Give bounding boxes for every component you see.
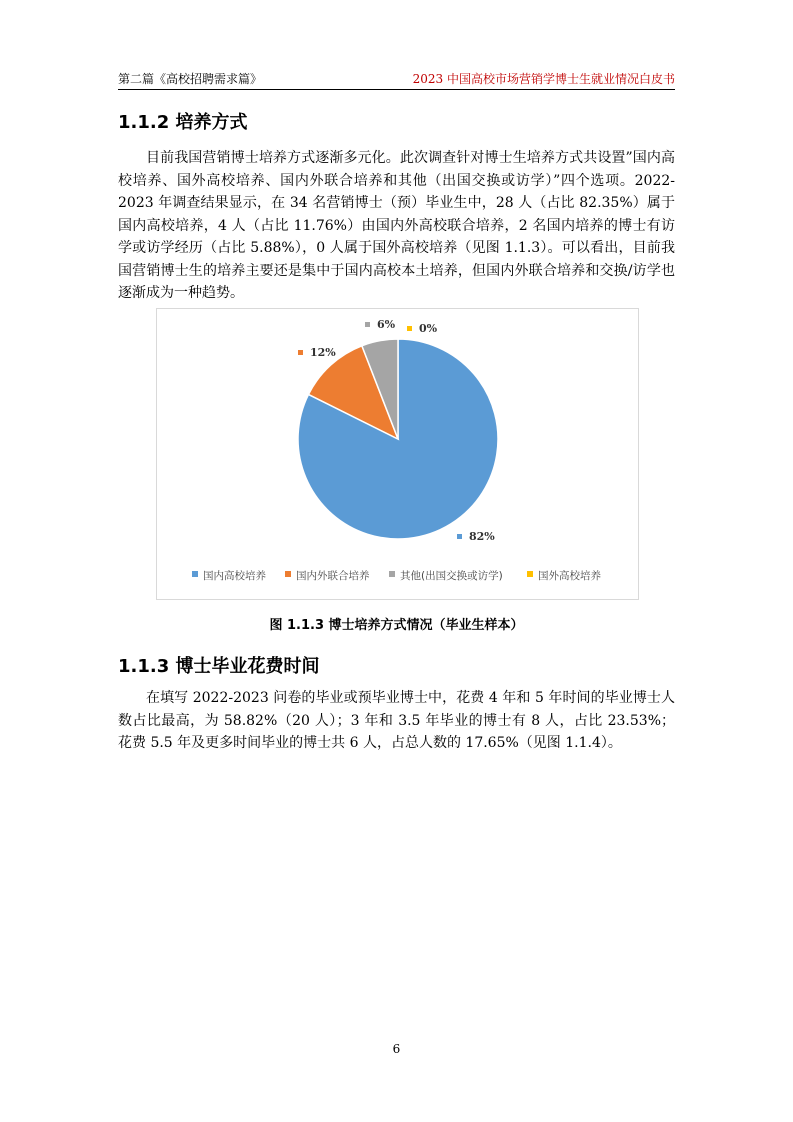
data-label-0: 82% <box>469 530 495 543</box>
header-section-label: 第二篇《高校招聘需求篇》 <box>118 72 263 86</box>
legend-label-3: 国外高校培养 <box>538 570 601 582</box>
legend-swatch-3 <box>527 571 533 577</box>
data-label-1: 12% <box>310 346 336 359</box>
section-heading-training: 1.1.2 培养方式 <box>118 112 248 133</box>
legend-swatch-0 <box>192 571 198 577</box>
data-label-marker-1 <box>298 350 303 355</box>
legend-swatch-2 <box>389 571 395 577</box>
data-label-marker-3 <box>407 326 412 331</box>
legend-swatch-1 <box>285 571 291 577</box>
paragraph-training: 目前我国营销博士培养方式逐渐多元化。此次调查针对博士生培养方式共设置”国内高校培养、国外高校培养、国内外联合培养和其他（出国交换或访学）”四个选项。2022-2023 年调查结果显示，在 34 名营销博士（预）毕业生中，28 人（占比 82.35%）属于国内高校培养，4 人（占比 11.76%）由国内外高校联合培养，2 名国内培养的博士有访学或访学经历（占比 5.88%），0 人属于国外高校培养（见图 1.1.3）。可以看出，目前我国营销博士生的培养主要还是集中于国内高校本土培养，但国内外联合培养和交换/访学也逐渐成为一种趋势。 <box>118 150 675 301</box>
legend-label-0: 国内高校培养 <box>203 570 266 582</box>
data-label-2: 6% <box>377 318 396 331</box>
figure-caption: 图 1.1.3 博士培养方式情况（毕业生样本） <box>269 618 524 633</box>
pie-chart-container <box>156 308 639 600</box>
section-heading-duration: 1.1.3 博士毕业花费时间 <box>118 656 320 677</box>
pie-chart <box>157 309 638 599</box>
header-document-title: 2023 中国高校市场营销学博士生就业情况白皮书 <box>412 72 675 86</box>
paragraph-duration: 在填写 2022-2023 问卷的毕业或预毕业博士中，花费 4 年和 5 年时间的毕业博士人数占比最高，为 58.82%（20 人）；3 年和 3.5 年毕业的博士有 8 人，占比 23.53%；花费 5.5 年及更多时间毕业的博士共 6 人，占总人数的 17.65%（见图 1.1.4）。 <box>118 690 675 751</box>
page-number: 6 <box>392 1042 401 1056</box>
data-label-marker-2 <box>365 322 370 327</box>
data-label-marker-0 <box>457 534 462 539</box>
legend-label-1: 国内外联合培养 <box>296 570 370 582</box>
legend-label-2: 其他(出国交换或访学) <box>400 570 503 582</box>
header-divider <box>118 89 675 90</box>
data-label-3: 0% <box>419 322 438 335</box>
